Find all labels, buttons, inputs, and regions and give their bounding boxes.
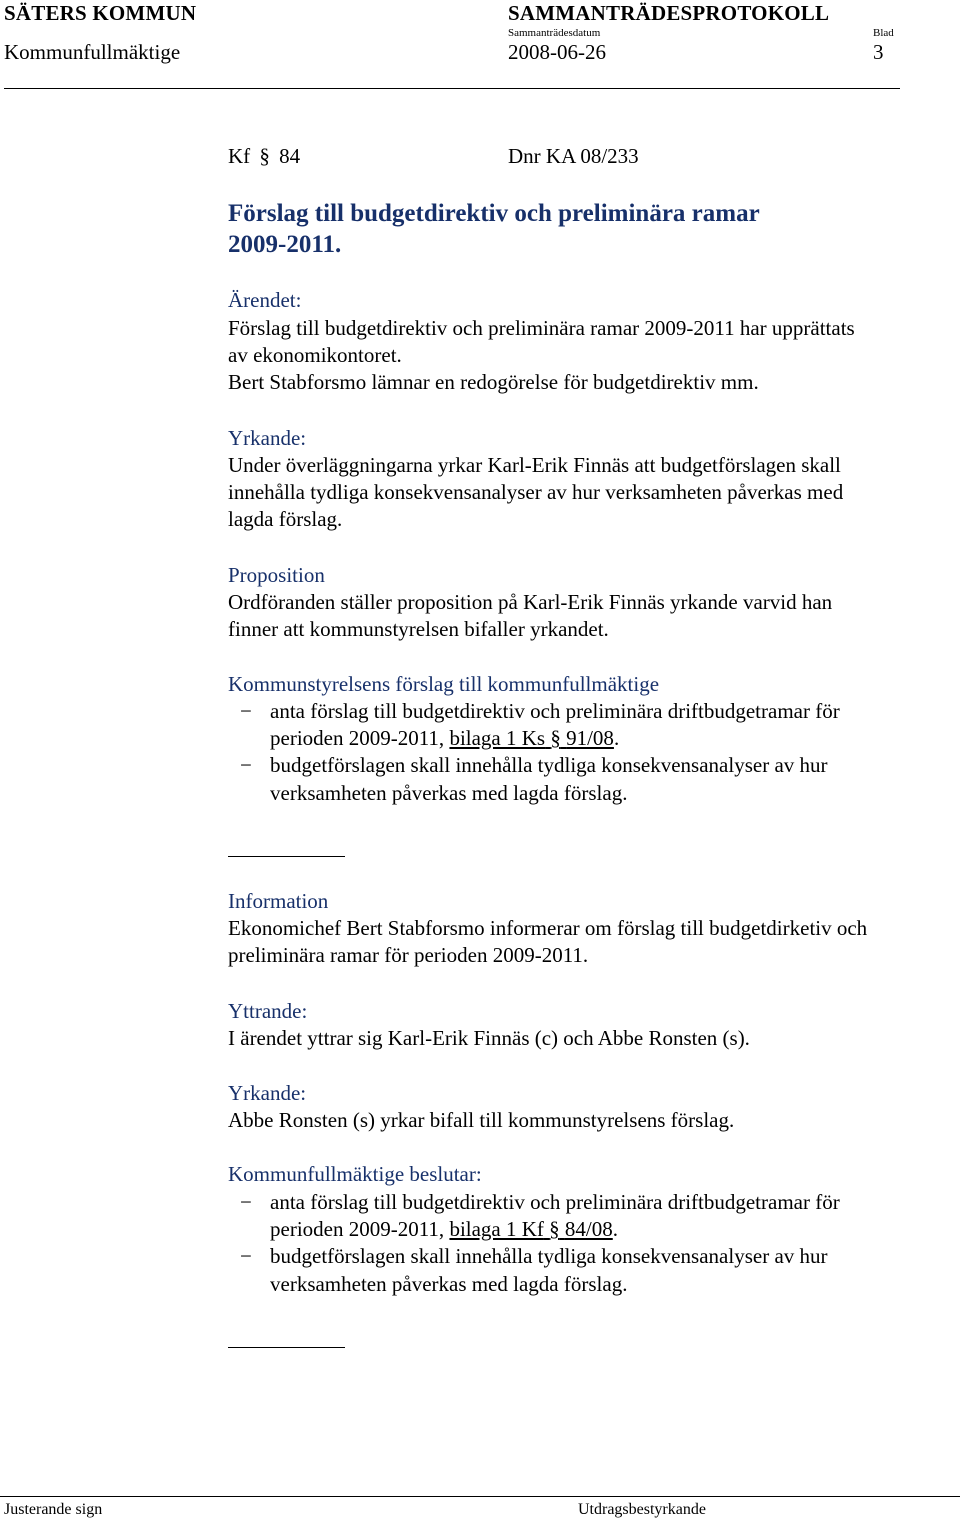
header-rule — [4, 88, 900, 89]
arendet-line: av ekonomikontoret. — [228, 343, 402, 367]
kf-number: 84 — [279, 144, 301, 168]
proposition-line: Ordföranden ställer proposition på Karl-Erik Finnäs yrkande varvid han — [228, 590, 833, 614]
attachment-reference — [449, 1217, 612, 1241]
list-bullet-dash: − — [240, 753, 252, 777]
footer-utdragsbestyrkande: Utdragsbestyrkande — [578, 1501, 706, 1518]
list-bullet-dash: − — [240, 699, 252, 723]
information-line: Ekonomichef Bert Stabforsmo informerar om förslag till budgetdirketiv och — [228, 916, 868, 940]
document-type: SAMMANTRÄDESPROTOKOLL — [508, 1, 830, 25]
ks-item-2-line-2: verksamheten påverkas med lagda förslag. — [270, 781, 628, 805]
section-separator — [228, 1347, 345, 1348]
decision-item-1-line-1: anta förslag till budgetdirektiv och preliminära driftbudgetramar för — [270, 1190, 840, 1214]
case-dnr: Dnr KA 08/233 — [508, 144, 639, 168]
proposition-line: finner att kommunstyrelsen bifaller yrkandet. — [228, 617, 609, 641]
ks-item-1-line-1: anta förslag till budgetdirektiv och preliminära driftbudgetramar för — [270, 699, 840, 723]
yrkande-heading: Yrkande: — [228, 1081, 307, 1105]
section-sign: § — [550, 726, 561, 750]
information-line: preliminära ramar för perioden 2009-2011. — [228, 943, 589, 967]
ks-item-1-line-2 — [270, 725, 950, 752]
decision-item-2-line-1: budgetförslagen skall innehålla tydliga konsekvensanalyser av hur — [270, 1244, 828, 1268]
case-kf — [228, 143, 300, 170]
yrkande-line: Abbe Ronsten (s) yrkar bifall till kommunstyrelsens förslag. — [228, 1108, 735, 1132]
section-sign: § — [259, 144, 270, 168]
organization-name: SÄTERS KOMMUN — [4, 1, 197, 25]
list-bullet-dash: − — [240, 1244, 252, 1268]
kf-label: Kf — [228, 144, 251, 168]
arendet-heading: Ärendet: — [228, 288, 302, 312]
proposition-heading: Proposition — [228, 563, 325, 587]
section-separator — [228, 856, 345, 857]
yrkande-line: innehålla tydliga konsekvensanalyser av hur verksamheten påverkas med — [228, 480, 844, 504]
case-title-line-1: Förslag till budgetdirektiv och preliminära ramar — [228, 200, 760, 227]
attachment-reference — [449, 726, 614, 750]
section-sign: § — [549, 1217, 560, 1241]
page-number: 3 — [873, 40, 884, 64]
attachment-number: 91/08 — [566, 726, 614, 750]
ks-proposal-heading: Kommunstyrelsens förslag till kommunfullmäktige — [228, 672, 660, 696]
yttrande-line: I ärendet yttrar sig Karl-Erik Finnäs (c) och Abbe Ronsten (s). — [228, 1026, 750, 1050]
meeting-body: Kommunfullmäktige — [4, 40, 181, 64]
footer-justerande-sign: Justerande sign — [4, 1501, 103, 1518]
list-bullet-dash: − — [240, 1190, 252, 1214]
meeting-date: 2008-06-26 — [508, 40, 606, 64]
arendet-line: Bert Stabforsmo lämnar en redogörelse för budgetdirektiv mm. — [228, 370, 759, 394]
attachment-label: bilaga 1 Kf — [449, 1217, 544, 1241]
decision-item-1-text: perioden 2009-2011, — [270, 1217, 450, 1241]
decision-item-1-line-2 — [270, 1216, 950, 1243]
page-label: Blad — [873, 27, 894, 39]
ks-item-1-suffix: . — [613, 726, 620, 750]
decision-heading: Kommunfullmäktige beslutar: — [228, 1162, 482, 1186]
case-title-line-2: 2009-2011. — [228, 231, 342, 258]
yrkande-line: Under överläggningarna yrkar Karl-Erik Finnäs att budgetförslagen skall — [228, 453, 841, 477]
yrkande-heading: Yrkande: — [228, 426, 307, 450]
date-label: Sammanträdesdatum — [508, 27, 601, 39]
decision-item-1-suffix: . — [612, 1217, 619, 1241]
attachment-number: 84/08 — [564, 1217, 613, 1241]
yrkande-line: lagda förslag. — [228, 507, 343, 531]
ks-item-1-text: perioden 2009-2011, — [270, 726, 450, 750]
footer-rule — [0, 1496, 960, 1497]
arendet-line: Förslag till budgetdirektiv och preliminära ramar 2009-2011 har upprättats — [228, 316, 855, 340]
yttrande-heading: Yttrande: — [228, 999, 308, 1023]
ks-item-2-line-1: budgetförslagen skall innehålla tydliga konsekvensanalyser av hur — [270, 753, 828, 777]
attachment-label: bilaga 1 Ks — [449, 726, 546, 750]
information-heading: Information — [228, 889, 329, 913]
decision-item-2-line-2: verksamheten påverkas med lagda förslag. — [270, 1272, 628, 1296]
